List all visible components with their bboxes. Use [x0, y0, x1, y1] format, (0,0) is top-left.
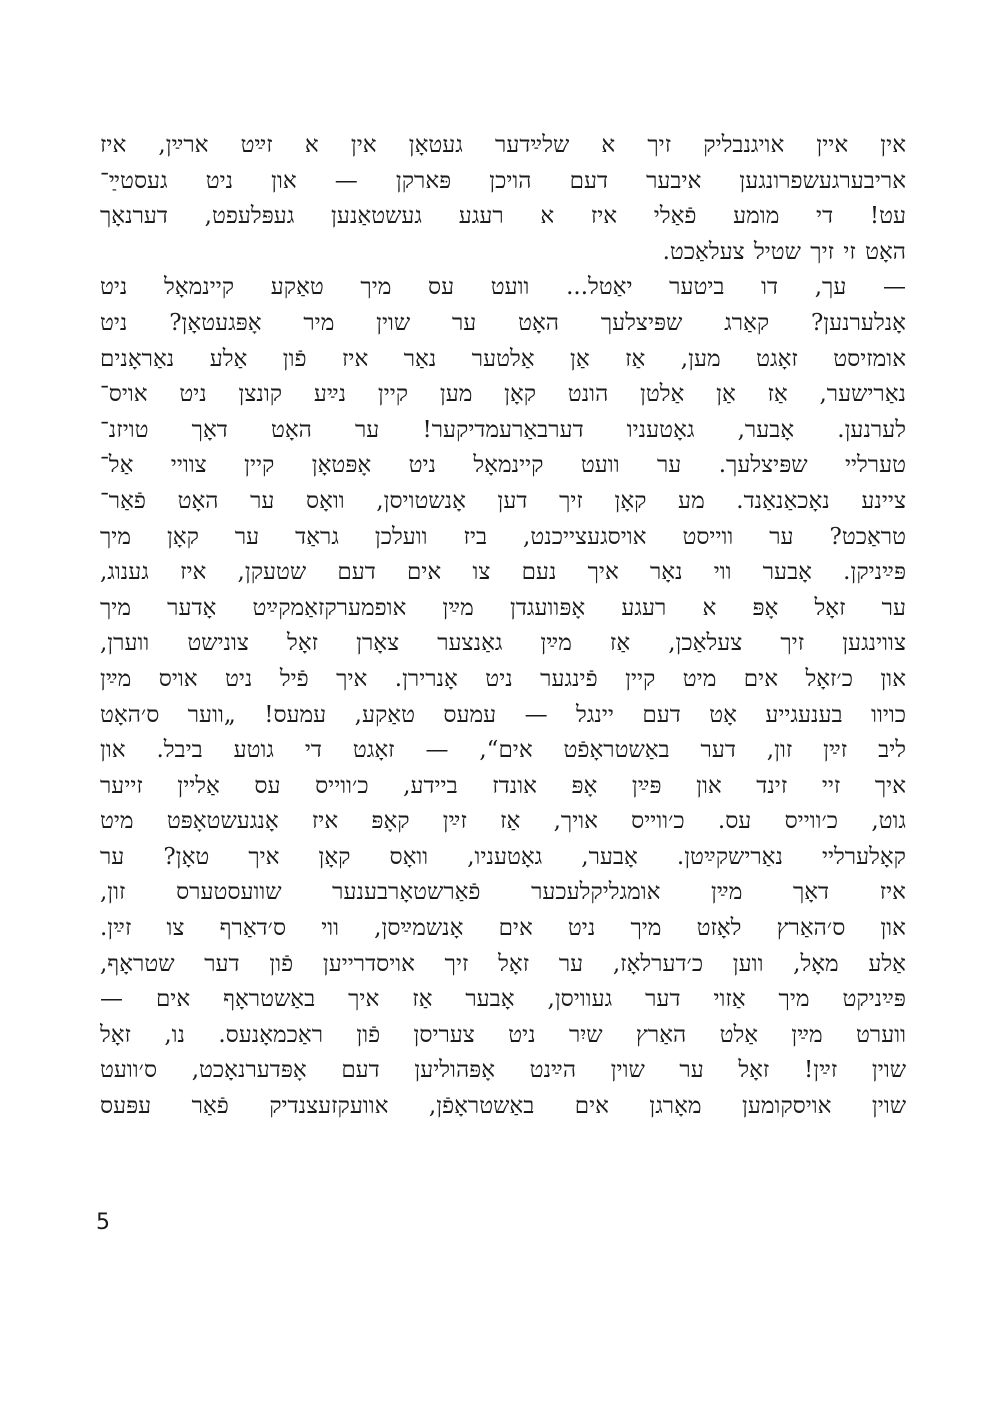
text-line: שוין זײַן! זאָל ער שוין הײַנט אָפּהוליען דעם אָפּדערנאָכט, ס׳וועט	[100, 1057, 906, 1084]
text-line: כויוו בענעגייע אָט דעם יינגל — עמעס טאַקע, עמעס! „ווער ס׳האָט	[100, 701, 906, 728]
text-line: פּײַניקט מיך אַזוי דער געוויסן, אָבער אַז איך באַשטראָף אים —	[100, 986, 906, 1013]
text-line: עט! די מומע פֿאַלי איז א רעגע געשטאַנען געפּלעפט, דערנאָך	[100, 203, 906, 230]
text-line: אַלע מאָל, ווען כ׳דערלאָז, ער זאָל זיך אויסדרייען פֿון דער שטראָף,	[100, 950, 906, 977]
text-line: און ס׳האַרץ לאָזט מיך ניט אים אָנשמײַסן, ווי ס׳דאַרף צו זײַן.	[100, 915, 906, 942]
text-line: און כ׳זאָל אים מיט קיין פֿינגער ניט אָנרירן. איך פֿיל ניט אויס מײַן	[100, 665, 906, 692]
text-line: ווערט מײַן אַלט האַרץ שיִר ניט צעריסן פֿון ראַכמאָנעס. נו, זאָל	[100, 1021, 906, 1048]
text-line: ער זאָל אָפּ א רעגע אָפּוועגדן מײַן אופמערקזאַמקײַט אָדער מיך	[100, 594, 906, 621]
text-line: נאַרישער, אַז אַן אַלטן הונט קאָן מען קיין נײַע קונצן ניט אויס־	[100, 381, 906, 408]
body-text	[100, 128, 906, 1125]
text-line: אריבערגעשפרונגען איבער דעם הויכן פּארקן — און ניט געסטײַ־	[100, 167, 906, 194]
text-line: — עך, דו ביטער יאַטל... וועט עס מיך טאַקע קיינמאָל ניט	[100, 274, 906, 301]
text-line: איך זיי זינד און פּײַן אָפּ אונדז ביידע, כ׳ווייס עס אַליין זייער	[100, 772, 906, 799]
text-line: איז דאָך מײַן אומגליקלעכער פֿאַרשטאָרבענער שוועסטערס זון,	[100, 879, 906, 906]
page-number: 5	[96, 1210, 110, 1235]
text-line: לערנען. אָבער, גאָטעניו דערבאַרעמדיקער! ער האָט דאָך טויזנ־	[100, 416, 906, 443]
text-line: טראַכט? ער ווייסט אויסגעצייכנט, ביז וועלכן גראַד ער קאָן מיך	[100, 523, 906, 550]
text-line: שוין אויסקומען מאָרגן אים באַשטראָפֿן, אוועקזעצנדיק פֿאַר עפּעס	[100, 1093, 906, 1120]
text-line: ליב זײַן זון, דער באַשטראָפֿט אים“, — זאָגט די גוטע ביבל. און	[100, 737, 906, 764]
text-line: אָנלערנען? קאַרג שפּיצלעך האָט ער שוין מיר אָפּגעטאָן? ניט	[100, 309, 906, 336]
text-line: צווינגען זיך צעלאַכן, אַז מײַן גאַנצער צאָרן זאָל צונישט ווערן,	[100, 630, 906, 657]
text-line: גוט, כ׳ווייס עס. כ׳ווייס אויך, אַז זײַן קאָפּ איז אָנגעשטאָפּט מיט	[100, 808, 906, 835]
text-line: טערליי שפּיצלעך. ער וועט קיינמאָל ניט אָפּטאָן קיין צוויי אַל־	[100, 452, 906, 479]
text-line: ציינע נאָכאַנאַנד. מע קאָן זיך דען אָנשטויסן, וואָס ער האָט פֿאַר־	[100, 487, 906, 514]
text-line: אין איין אויגנבליק זיך א שלײַדער געטאָן אין א זײַט ארײַן, איז	[100, 132, 906, 158]
text-line: אומזיסט זאָגט מען, אַז אַן אַלטער נאַר איז פֿון אַלע נאַראָנים	[100, 345, 906, 372]
text-line: האָט זי זיך שטיל צעלאַכט.	[662, 238, 906, 265]
text-line: קאָלערליי נאַרישקײַטן. אָבער, גאָטעניו, וואָס קאָן איך טאָן? ער	[100, 843, 906, 870]
text-line: פּײַניקן. אָבער ווי נאָר איך נעם צו אים דעם שטעקן, איז גענוג,	[100, 559, 906, 586]
